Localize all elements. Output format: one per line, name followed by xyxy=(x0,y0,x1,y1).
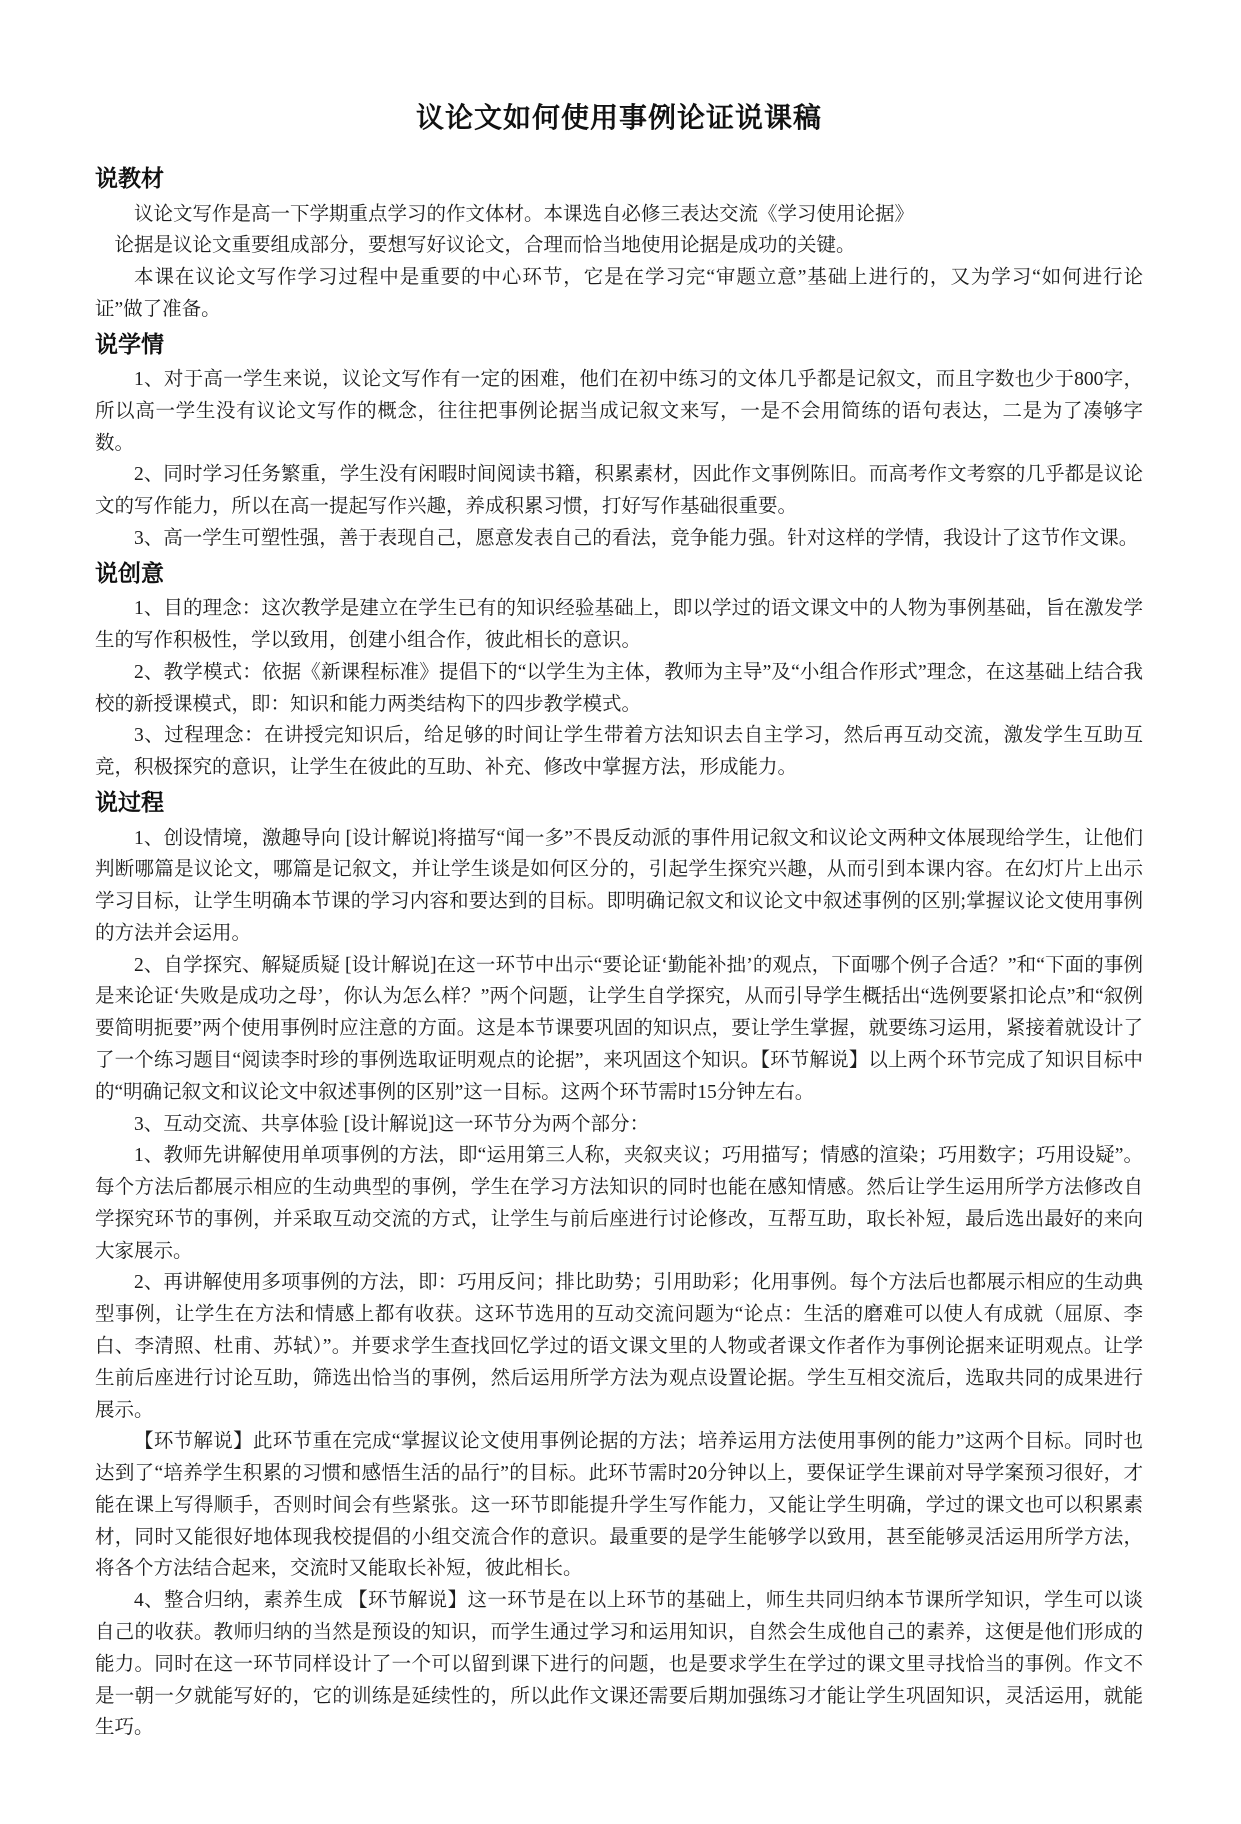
paragraph: 本课在议论文写作学习过程中是重要的中心环节，它是在学习完“审题立意”基础上进行的，又为学习“如何进行论证”做了准备。 xyxy=(95,267,1143,320)
paragraph: 【环节解说】此环节重在完成“掌握议论文使用事例论据的方法；培养运用方法使用事例的能力”这两个目标。同时也达到了“培养学生积累的习惯和感悟生活的品行”的目标。此环节需时20分钟以上，要保证学生课前对导学案预习很好，才能在课上写得顺手，否则时间会有些紧张。这一环节即能提升学生写作能力，又能让学生明确，学过的课文也可以积累素材，同时又能很好地体现我校提倡的小组交流合作的意识。最重要的是学生能够学以致用，甚至能够灵活运用所学方法，将各个方法结合起来，交流时又能取长补短，彼此相长。 xyxy=(95,1431,1143,1580)
paragraph: 1、对于高一学生来说，议论文写作有一定的困难，他们在初中练习的文体几乎都是记叙文，而且字数也少于800字，所以高一学生没有议论文写作的概念，往往把事例论据当成记叙文来写，一是不会用简练的语句表达，二是为了凑够字数。 xyxy=(95,369,1143,454)
paragraph: 1、教师先讲解使用单项事例的方法，即“运用第三人称，夹叙夹议；巧用描写；情感的渲染；巧用数字；巧用设疑”。每个方法后都展示相应的生动典型的事例，学生在学习方法知识的同时也能在感知情感。然后让学生运用所学方法修改自学探究环节的事例，并采取互动交流的方式，让学生与前后座进行讨论修改，互帮互助，取长补短，最后选出最好的来向大家展示。 xyxy=(95,1145,1143,1262)
section-heading-process: 说过程 xyxy=(95,790,164,815)
paragraph: 论据是议论文重要组成部分，要想写好议论文，合理而恰当地使用论据是成功的关键。 xyxy=(114,235,856,257)
document-title: 议论文如何使用事例论证说课稿 xyxy=(415,103,822,134)
section-textbook xyxy=(95,162,1143,326)
paragraph: 3、过程理念：在讲授完知识后，给足够的时间让学生带着方法知识去自主学习，然后再互动交流，激发学生互助互竞，积极探究的意识，让学生在彼此的互助、补充、修改中掌握方法，形成能力。 xyxy=(95,725,1143,779)
paragraph: 2、自学探究、解疑质疑 [设计解说]在这一环节中出示“要论证‘勤能补拙’的观点，下面哪个例子合适？”和“下面的事例是来论证‘失败是成功之母’，你认为怎么样？”两个问题，让学生自学探究，从而引导学生概括出“选例要紧扣论点”和“叙例要简明扼要”两个使用事例时应注意的方面。这是本节课要巩固的知识点，要让学生掌握，就要练习运用，紧接着就设计了了一个练习题目“阅读李时珍的事例选取证明观点的论据”，来巩固这个知识。【环节解说】以上两个环节完成了知识目标中的“明确记叙文和议论文中叙述事例的区别”这一目标。这两个环节需时15分钟左右。 xyxy=(95,954,1143,1103)
section-heading-students: 说学情 xyxy=(95,331,164,357)
paragraph: 3、互动交流、共享体验 [设计解说]这一环节分为两个部分： xyxy=(134,1113,650,1135)
paragraph: 2、同时学习任务繁重，学生没有闲暇时间阅读书籍，积累素材，因此作文事例陈旧。而高考作文考察的几乎都是议论文的写作能力，所以在高一提起写作兴趣，养成积累习惯，打好写作基础很重要。 xyxy=(95,464,1143,518)
paragraph: 2、教学模式：依据《新课程标准》提倡下的“以学生为主体，教师为主导”及“小组合作形式”理念，在这基础上结合我校的新授课模式，即：知识和能力两类结构下的四步教学模式。 xyxy=(95,661,1143,715)
paragraph: 1、创设情境，激趣导向 [设计解说]将描写“闻一多”不畏反动派的事件用记叙文和议论文两种文体展现给学生，让他们判断哪篇是议论文，哪篇是记叙文，并让学生谈是如何区分的，引起学生探究兴趣，从而引到本课内容。在幻灯片上出示学习目标，让学生明确本节课的学习内容和要达到的目标。即明确记叙文和议论文中叙述事例的区别;掌握议论文使用事例的方法并会运用。 xyxy=(95,827,1143,944)
section-heading-textbook: 说教材 xyxy=(95,166,164,191)
section-students xyxy=(95,328,1143,555)
paragraph: 2、再讲解使用多项事例的方法，即：巧用反问；排比助势；引用助彩；化用事例。每个方法后也都展示相应的生动典型事例，让学生在方法和情感上都有收获。这环节选用的互动交流问题为“论点：生活的磨难可以使人有成就（屈原、李白、李清照、杜甫、苏轼）”。并要求学生查找回忆学过的语文课文里的人物或者课文作者作为事例论据来证明观点。让学生前后座进行讨论互助，筛选出恰当的事例，然后运用所学方法为观点设置论据。学生互相交流后，选取共同的成果进行展示。 xyxy=(95,1272,1143,1421)
section-creativity xyxy=(95,557,1143,784)
section-heading-creativity: 说创意 xyxy=(95,560,164,586)
paragraph: 1、目的理念：这次教学是建立在学生已有的知识经验基础上，即以学过的语文课文中的人物为事例基础，旨在激发学生的写作积极性，学以致用，创建小组合作，彼此相长的意识。 xyxy=(95,598,1143,652)
paragraph: 4、整合归纳，素养生成 【环节解说】这一环节是在以上环节的基础上，师生共同归纳本节课所学知识，学生可以谈自己的收获。教师归纳的当然是预设的知识，而学生通过学习和运用知识，自然会生成他自己的素养，这便是他们形成的能力。同时在这一环节同样设计了一个可以留到课下进行的问题，也是要求学生在学过的课文里寻找恰当的事例。作文不是一朝一夕就能写好的，它的训练是延续性的，所以此作文课还需要后期加强练习才能让学生巩固知识，灵活运用，就能生巧。 xyxy=(95,1590,1143,1739)
paragraph: 3、高一学生可塑性强，善于表现自己，愿意发表自己的看法，竞争能力强。针对这样的学情，我设计了这节作文课。 xyxy=(134,528,1139,550)
paragraph: 议论文写作是高一下学期重点学习的作文体材。本课选自必修三表达交流《学习使用论据》 xyxy=(134,203,915,225)
section-process xyxy=(95,786,1143,1744)
